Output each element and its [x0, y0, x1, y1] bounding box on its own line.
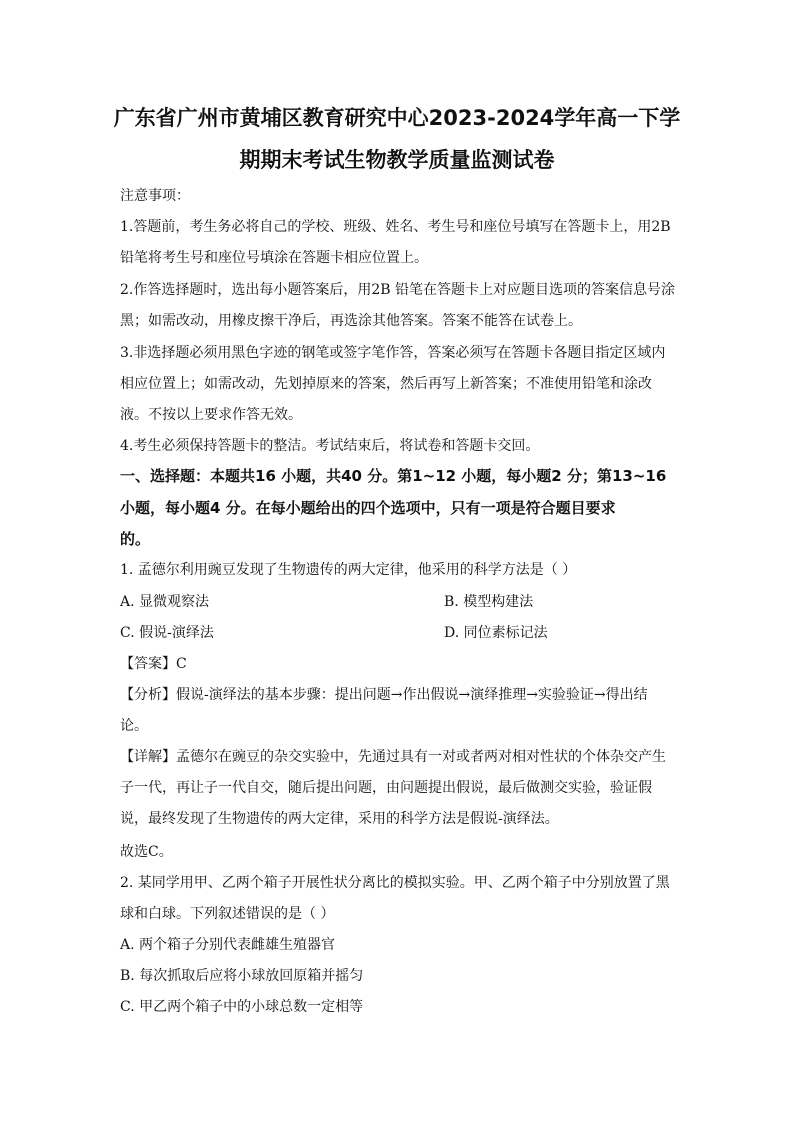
question-1-option-c: C. 假说-演绎法 [120, 625, 214, 641]
question-1-detail: 【详解】孟德尔在豌豆的杂交实验中，先通过具有一对或者两对相对性状的个体杂交产生 [120, 749, 666, 765]
notice-line: 铅笔将考生号和座位号填涂在答题卡相应位置上。 [120, 250, 428, 266]
notice-line: 3.非选择题必须用黑色字迹的钢笔或签字笔作答，答案必须写在答题卡各题目指定区域内 [120, 345, 666, 361]
question-1-option-b: B. 模型构建法 [444, 594, 534, 610]
question-1-conclusion: 故选C。 [120, 844, 173, 860]
question-1-detail: 说，最终发现了生物遗传的两大定律，采用的科学方法是假说-演绎法。 [120, 811, 559, 827]
section-heading-line: 小题，每小题4 分。在每小题给出的四个选项中，只有一项是符合题目要求 [120, 499, 616, 517]
notice-heading: 注意事项： [120, 188, 190, 204]
notice-line: 液。不按以上要求作答无效。 [120, 407, 302, 423]
question-2-option-a: A. 两个箱子分别代表雌雄生殖器官 [120, 937, 336, 953]
notice-line: 黑；如需改动，用橡皮擦干净后，再选涂其他答案。答案不能答在试卷上。 [120, 313, 582, 329]
notice-line: 1.答题前，考生务必将自己的学校、班级、姓名、考生号和座位号填写在答题卡上，用2B [120, 219, 671, 235]
notice-line: 4.考生必须保持答题卡的整洁。考试结束后，将试卷和答题卡交回。 [120, 438, 540, 454]
question-1-detail: 子一代，再让子一代自交，随后提出问题，由问题提出假说，最后做测交实验，验证假 [120, 780, 652, 796]
question-1-stem: 1. 孟德尔利用豌豆发现了生物遗传的两大定律，他采用的科学方法是（ ） [120, 562, 577, 578]
question-1-answer: 【答案】C [120, 656, 187, 672]
question-2-option-b: B. 每次抓取后应将小球放回原箱并摇匀 [120, 968, 364, 984]
question-1-option-a: A. 显微观察法 [120, 594, 210, 610]
question-1-option-d: D. 同位素标记法 [444, 625, 548, 641]
section-heading-line: 一、选择题：本题共16 小题，共40 分。第1~12 小题，每小题2 分；第13~16 [120, 467, 667, 485]
notice-line: 2.作答选择题时，选出每小题答案后，用2B 铅笔在答题卡上对应题目选项的答案信息号涂 [120, 282, 676, 298]
question-2-option-c: C. 甲乙两个箱子中的小球总数一定相等 [120, 999, 364, 1015]
section-heading-line: 的。 [120, 530, 151, 548]
question-1-analysis: 论。 [120, 718, 148, 734]
question-1-analysis: 【分析】假说-演绎法的基本步骤：提出问题→作出假说→演绎推理→实验验证→得出结 [120, 687, 648, 703]
question-2-stem: 球和白球。下列叙述错误的是（ ） [120, 906, 335, 922]
notice-line: 相应位置上；如需改动，先划掉原来的答案，然后再写上新答案；不准使用铅笔和涂改 [120, 376, 652, 392]
exam-title-line1: 广东省广州市黄埔区教育研究中心2023-2024学年高一下学 [113, 106, 681, 130]
question-2-stem: 2. 某同学用甲、乙两个箱子开展性状分离比的模拟实验。甲、乙两个箱子中分别放置了黑 [120, 875, 670, 891]
exam-title-line2: 期期末考试生物教学质量监测试卷 [239, 148, 555, 172]
